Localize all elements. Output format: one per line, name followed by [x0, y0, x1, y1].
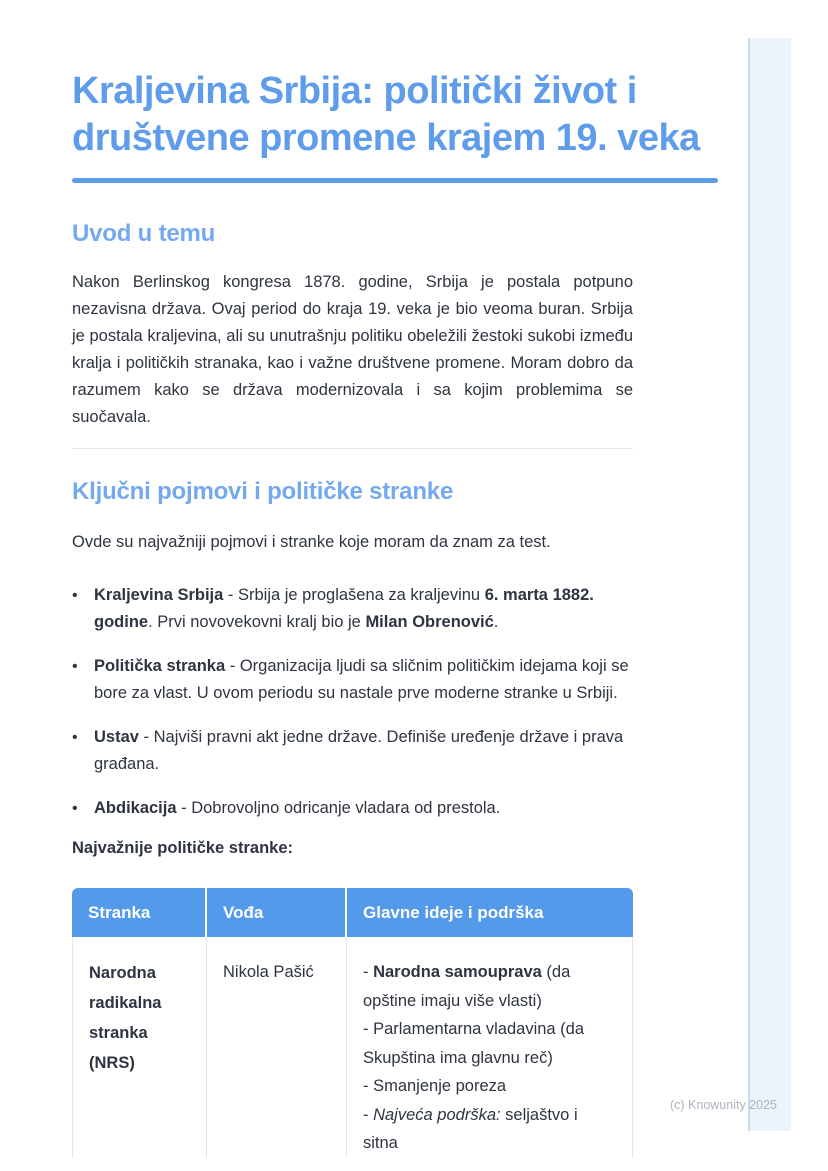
- list-item: [72, 724, 637, 778]
- list-item-text: [94, 795, 500, 822]
- list-item: [72, 653, 637, 707]
- copyright-watermark: (c) Knowunity 2025: [669, 1098, 777, 1112]
- section-heading-pojmovi: Ključni pojmovi i političke stranke: [72, 478, 454, 505]
- idea-line: [363, 1101, 616, 1158]
- parties-table: [72, 888, 633, 1158]
- column-header-stranka: Stranka: [72, 888, 207, 937]
- leader-cell: Nikola Pašić: [207, 937, 347, 1158]
- text-run: - Organizacija ljudi sa sličnim političkim idejama koji se bore za vlast. U ovom periodu su nastale prve moderne stranke u Srbiji.: [94, 657, 629, 702]
- text-run: seljaštvo i sitna: [363, 1105, 578, 1152]
- list-item: [72, 582, 637, 636]
- bold-date: 6. marta 1882. godine: [94, 586, 594, 631]
- list-item-text: [94, 724, 637, 778]
- concepts-lead-paragraph: Ovde su najvažniji pojmovi i stranke koje moram da znam za test.: [72, 533, 551, 551]
- text-run: - Najviši pravni akt jedne države. Definiše uređenje države i prava građana.: [94, 728, 624, 773]
- bold-name: Milan Obrenović: [365, 613, 494, 631]
- concepts-list: [72, 582, 637, 822]
- section-divider: [72, 448, 633, 449]
- column-header-vodja: Vođa: [207, 888, 347, 937]
- ideas-cell: [347, 937, 633, 1158]
- table-header-row: [72, 888, 633, 937]
- bullet-term: Ustav: [94, 728, 139, 746]
- text-run: - Smanjenje poreza: [363, 1077, 507, 1095]
- idea-line: [363, 958, 616, 1015]
- column-header-ideje: Glavne ideje i podrška: [347, 888, 633, 937]
- text-run: -: [363, 1105, 374, 1124]
- text-run: .: [493, 613, 499, 631]
- bullet-icon: •: [72, 729, 78, 746]
- party-name-cell: Narodna radikalna stranka (NRS): [72, 937, 207, 1158]
- intro-paragraph: Nakon Berlinskog kongresa 1878. godine, Srbija je postala potpuno nezavisna država. Ovaj period do kraja 19. veka je bio veoma buran. Srbija je postala kraljevina, ali su unutrašnju politiku obeležili žestoki sukobi između kralja i političkih stranaka, kao i važne društvene promene. Moram dobro da razumem kako se država modernizovala i sa kojim problemima se suočavala.: [72, 273, 633, 426]
- title-rule-divider: [72, 178, 718, 183]
- idea-line: [363, 1015, 616, 1072]
- bullet-term: Kraljevina Srbija: [94, 586, 224, 604]
- bullet-term: Politička stranka: [94, 657, 226, 675]
- idea-term-italic: Najveća podrška:: [373, 1105, 501, 1124]
- bullet-term: Abdikacija: [94, 799, 177, 817]
- idea-term: Narodna samouprava: [373, 963, 542, 981]
- bullet-icon: •: [72, 587, 78, 604]
- idea-line: [363, 1072, 616, 1101]
- list-item-text: [94, 582, 637, 636]
- table-intro-label: Najvažnije političke stranke:: [72, 839, 294, 857]
- text-run: -: [363, 963, 374, 981]
- text-run: - Dobrovoljno odricanje vladara od prestola.: [176, 799, 501, 817]
- section-heading-uvod: Uvod u temu: [72, 220, 216, 247]
- text-run: . Prvi novovekovni kralj bio je: [148, 613, 366, 631]
- list-item-text: [94, 653, 637, 707]
- list-item: [72, 795, 637, 822]
- page-title: Kraljevina Srbija: politički život i društvene promene krajem 19. veka: [72, 70, 700, 159]
- table-row: [72, 937, 633, 1158]
- bullet-icon: •: [72, 658, 78, 675]
- text-run: - Srbija je proglašena za kraljevinu: [223, 586, 485, 604]
- text-run: - Parlamentarna vladavina (da Skupština ima glavnu reč): [363, 1020, 585, 1067]
- text-run: (da opštine imaju više vlasti): [363, 963, 571, 1010]
- bullet-icon: •: [72, 800, 78, 817]
